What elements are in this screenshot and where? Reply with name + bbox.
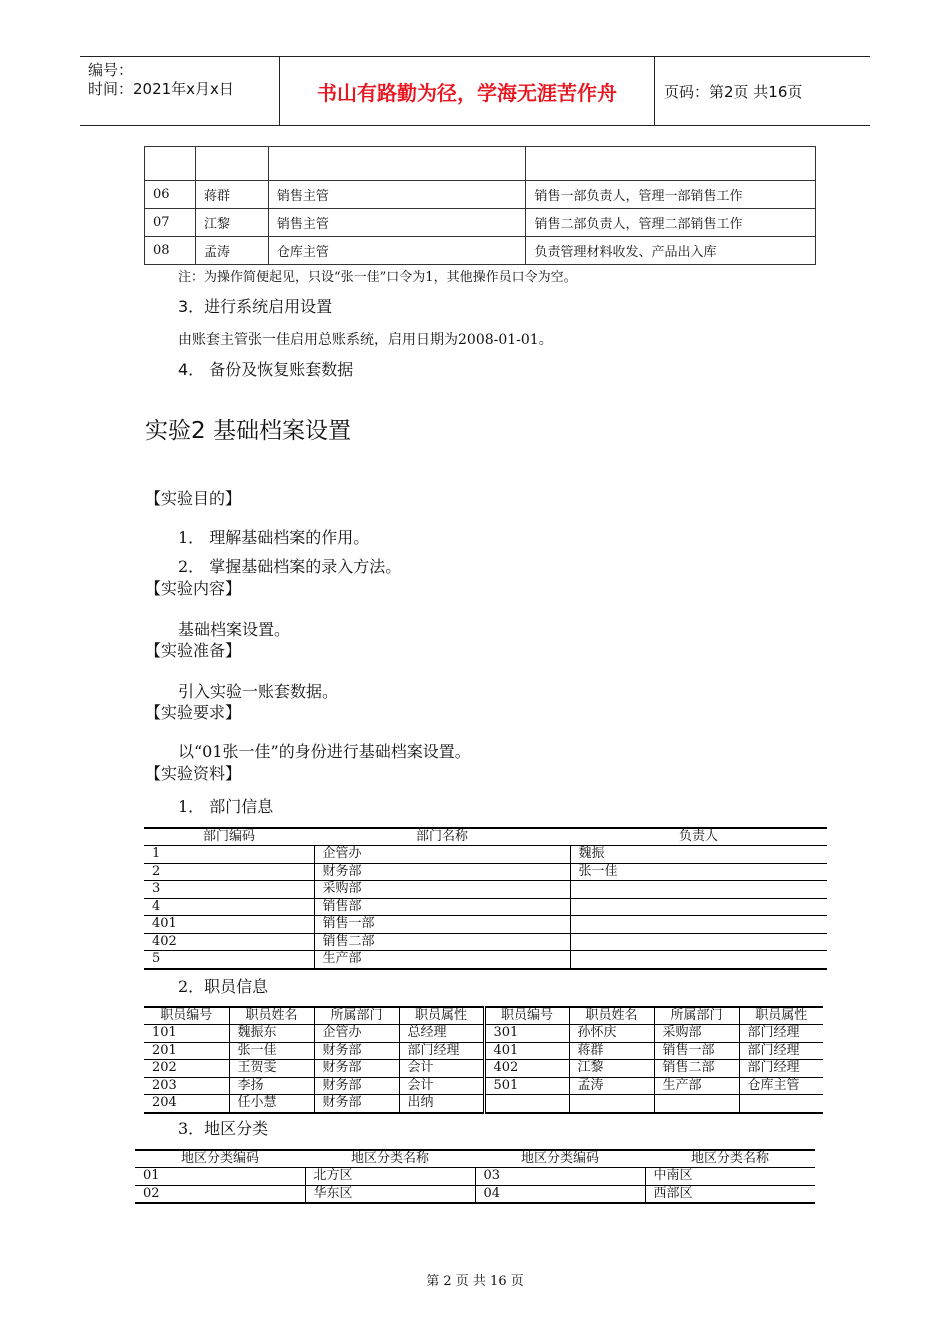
page-header [80, 56, 870, 126]
cell: 销售二部负责人，管理二部销售工作 [526, 209, 816, 237]
table-row [144, 881, 827, 899]
table-row [145, 147, 816, 181]
cell: 企管办 [314, 846, 570, 864]
cell: 西部区 [645, 1185, 815, 1203]
table-row [144, 1025, 823, 1043]
cell [569, 1095, 654, 1113]
cell: 张一佳 [570, 863, 827, 881]
table-row [144, 916, 827, 934]
cell: 负责管理材料收发、产品出入库 [526, 237, 816, 265]
cell: 销售主管 [268, 181, 526, 209]
cell: 总经理 [399, 1025, 484, 1043]
column-header: 职员姓名 [229, 1007, 314, 1025]
header-meta [80, 57, 280, 125]
cell: 销售主管 [268, 209, 526, 237]
cell: 魏振东 [229, 1025, 314, 1043]
cell: 401 [484, 1042, 569, 1060]
column-header: 地区分类编码 [475, 1150, 645, 1168]
staff-title: 2．职员信息 [178, 977, 269, 996]
cell: 2 [144, 863, 314, 881]
req-heading: 【实验要求】 [145, 703, 242, 722]
content-heading: 【实验内容】 [145, 579, 242, 598]
table-row [144, 1095, 823, 1113]
table-row [144, 1042, 823, 1060]
table-row [135, 1185, 815, 1203]
cell: 401 [144, 916, 314, 934]
cell [526, 147, 816, 181]
password-note: 注：为操作简便起见，只设“张一佳”口令为1，其他操作员口令为空。 [178, 270, 577, 285]
region-table [135, 1149, 815, 1204]
cell: 江黎 [569, 1060, 654, 1078]
prep-text: 引入实验一账套数据。 [178, 682, 339, 701]
cell: 5 [152, 951, 161, 967]
column-header: 部门名称 [314, 828, 570, 846]
cell: 华东区 [305, 1185, 475, 1203]
table-row [145, 181, 816, 209]
cell: 采购部 [654, 1025, 739, 1043]
cell [654, 1095, 739, 1113]
table-row [144, 863, 827, 881]
cell: 08 [145, 237, 196, 265]
cell: 生产部 [654, 1077, 739, 1095]
operators-table [144, 146, 816, 265]
column-header: 职员属性 [399, 1007, 484, 1025]
cell [570, 881, 827, 899]
content-text: 基础档案设置。 [178, 620, 291, 639]
column-header: 职员属性 [739, 1007, 823, 1025]
cell: 孟涛 [569, 1077, 654, 1095]
req-text: 以“01张一佳”的身份进行基础档案设置。 [178, 742, 471, 761]
column-header: 职员编号 [484, 1007, 569, 1025]
cell [268, 147, 526, 181]
cell: 财务部 [314, 1060, 399, 1078]
dept-title: 1． 部门信息 [178, 797, 274, 816]
number-label: 编号： [88, 61, 134, 79]
cell: 01 [135, 1168, 305, 1186]
cell: 部门经理 [739, 1042, 823, 1060]
cell: 03 [475, 1168, 645, 1186]
cell: 采购部 [314, 881, 570, 899]
cell: 203 [144, 1077, 229, 1095]
cell: 07 [145, 209, 196, 237]
column-header: 地区分类编码 [135, 1150, 305, 1168]
cell: 销售部 [314, 898, 570, 916]
step3-text: 由账套主管张一佳启用总账系统，启用日期为2008-01-01。 [178, 332, 553, 348]
step4-title: 4． 备份及恢复账套数据 [178, 360, 354, 379]
table-row [144, 898, 827, 916]
column-header: 负责人 [570, 828, 827, 846]
cell: 销售一部负责人，管理一部销售工作 [526, 181, 816, 209]
table-header-row [144, 1007, 823, 1025]
staff-table [144, 1006, 823, 1114]
cell [739, 1095, 823, 1113]
cell: 任小慧 [229, 1095, 314, 1113]
table-row [145, 209, 816, 237]
table-row [144, 1077, 823, 1095]
cell: 销售二部 [314, 933, 570, 951]
cell: 企管办 [314, 1025, 399, 1043]
data-heading: 【实验资料】 [145, 764, 242, 783]
cell: 201 [144, 1042, 229, 1060]
table-row [135, 1168, 815, 1186]
column-header: 所属部门 [314, 1007, 399, 1025]
cell [570, 898, 827, 916]
cell: 仓库主管 [739, 1077, 823, 1095]
step3-title: 3．进行系统启用设置 [178, 297, 333, 316]
cell: 张一佳 [229, 1042, 314, 1060]
cell: 202 [144, 1060, 229, 1078]
purpose-heading: 【实验目的】 [145, 489, 242, 508]
region-title: 3．地区分类 [178, 1119, 269, 1138]
cell: 06 [145, 181, 196, 209]
cell: 财务部 [314, 1095, 399, 1113]
table-row [144, 846, 827, 864]
cell: 北方区 [305, 1168, 475, 1186]
cell: 仓库主管 [268, 237, 526, 265]
cell: 销售二部 [654, 1060, 739, 1078]
cell: 会计 [399, 1077, 484, 1095]
cell: 财务部 [314, 1042, 399, 1060]
table-header-row [135, 1150, 815, 1168]
cell: 402 [484, 1060, 569, 1078]
cell: 501 [484, 1077, 569, 1095]
cell: 出纳 [399, 1095, 484, 1113]
department-table [144, 827, 827, 970]
header-motto: 书山有路勤为径，学海无涯苦作舟 [280, 57, 655, 125]
cell: 4 [144, 898, 314, 916]
cell: 销售一部 [314, 916, 570, 934]
column-header: 地区分类名称 [305, 1150, 475, 1168]
cell: 3 [144, 881, 314, 899]
purpose-item: 2． 掌握基础档案的录入方法。 [178, 557, 402, 576]
cell: 部门经理 [399, 1042, 484, 1060]
column-header: 部门编码 [144, 828, 314, 846]
page-footer: 第 2 页 共 16 页 [426, 1274, 524, 1289]
cell: 204 [152, 1095, 177, 1111]
cell: 部门经理 [739, 1060, 823, 1078]
column-header: 职员编号 [144, 1007, 229, 1025]
cell: 02 [143, 1185, 160, 1201]
column-header: 职员姓名 [569, 1007, 654, 1025]
cell [484, 1095, 569, 1113]
cell: 孙怀庆 [569, 1025, 654, 1043]
table-header-row [144, 828, 827, 846]
cell: 04 [475, 1185, 645, 1203]
time-label: 时间：2021年x月x日 [88, 80, 234, 98]
cell [570, 916, 827, 934]
purpose-item: 1． 理解基础档案的作用。 [178, 528, 370, 547]
cell: 王贺雯 [229, 1060, 314, 1078]
cell: 1 [144, 846, 314, 864]
header-page-label: 页码：第2页 共16页 [664, 82, 803, 101]
cell: 李扬 [229, 1077, 314, 1095]
table-row [144, 1060, 823, 1078]
cell: 生产部 [314, 951, 570, 969]
cell: 财务部 [314, 1077, 399, 1095]
cell: 101 [144, 1025, 229, 1043]
cell: 江黎 [195, 209, 268, 237]
cell: 财务部 [314, 863, 570, 881]
prep-heading: 【实验准备】 [145, 641, 242, 660]
cell [145, 147, 196, 181]
cell: 销售一部 [654, 1042, 739, 1060]
cell: 部门经理 [739, 1025, 823, 1043]
cell: 孟涛 [195, 237, 268, 265]
cell: 魏振 [570, 846, 827, 864]
table-row [145, 237, 816, 265]
table-row [144, 933, 827, 951]
cell: 蒋群 [195, 181, 268, 209]
cell: 会计 [399, 1060, 484, 1078]
cell [195, 147, 268, 181]
cell: 402 [144, 933, 314, 951]
cell [570, 951, 827, 969]
column-header: 地区分类名称 [645, 1150, 815, 1168]
experiment-title: 实验2 基础档案设置 [145, 418, 351, 444]
cell: 中南区 [645, 1168, 815, 1186]
cell: 301 [484, 1025, 569, 1043]
cell: 蒋群 [569, 1042, 654, 1060]
column-header: 所属部门 [654, 1007, 739, 1025]
table-row [144, 951, 827, 969]
cell [570, 933, 827, 951]
